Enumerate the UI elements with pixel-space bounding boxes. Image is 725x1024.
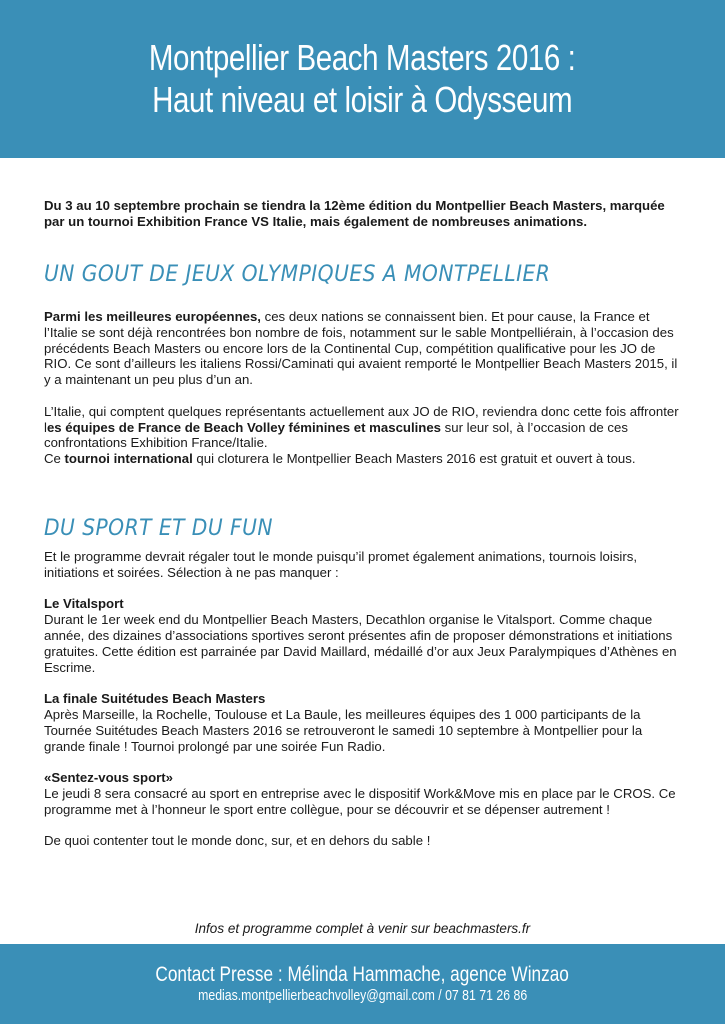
olympic-p2-bold: es équipes de France de Beach Volley féminines et masculines — [46, 419, 442, 435]
closing-line: De quoi contenter tout le monde donc, sur, et en dehors du sable ! — [44, 833, 431, 849]
olympic-paragraph-2 — [44, 404, 684, 451]
intro-paragraph: Du 3 au 10 septembre prochain se tiendra la 12ème édition du Montpellier Beach Masters, marquée par un tournoi Exhibition France VS Italie, mais également de nombreuses animations. — [44, 198, 665, 229]
vitalsport-heading: Le Vitalsport — [44, 596, 124, 612]
sentez-heading: «Sentez-vous sport» — [44, 770, 173, 786]
sport-intro: Et le programme devrait régaler tout le monde puisqu’il promet également animations, tournois loisirs, initiations et soirées. Sélection à ne pas manquer : — [44, 549, 637, 580]
olympic-p2-text-c: sur leur sol, à l’occasion de ces confrontations Exhibition France/Italie. — [44, 419, 628, 451]
header-band — [0, 0, 725, 158]
section-title-sport-fun: DU SPORT ET DU FUN — [44, 516, 273, 541]
contact-info: medias.montpellierbeachvolley@gmail.com / 07 81 71 26 86 — [197, 987, 528, 1004]
olympic-paragraph-3 — [44, 451, 684, 467]
olympic-paragraph-1 — [44, 309, 684, 388]
page-title-line-1: Montpellier Beach Masters 2016 : — [149, 37, 576, 78]
olympic-p1-bold: Parmi les meilleures européennes, — [44, 309, 261, 324]
olympic-p3-bold: tournoi international — [64, 451, 193, 467]
olympic-p2-text-a: L’Italie, qui comptent quelques représentants actuellement aux JO de RIO, reviendra donc cette fois affronter l — [44, 403, 679, 435]
page-title-line-2: Haut niveau et loisir à Odysseum — [152, 79, 573, 120]
olympic-p1-text: ces deux nations se connaissent bien. Et pour cause, la France et l’Italie se sont déjà rencontrées bon nombre de fois, notamment sur le sable Montpelliérain, à l’occasion des précédents Beach Masters ou encore lors de la Continental Cup, compétition qualificative pour les JO de RIO. Ce sont d’ailleurs les italiens Rossi/Caminati qui avaient remporté le Montpellier Beach Masters 2015, il y a maintenant un peu plus d’un an. — [44, 309, 678, 388]
section-olympic-body — [44, 309, 684, 467]
vitalsport-body: Durant le 1er week end du Montpellier Beach Masters, Decathlon organise le Vitalsport. Comme chaque année, des dizaines d’associations sportives seront présentes afin de proposer démonstrations et initiations gratuites. Cette édition est parrainée par David Maillard, médaillé d’or aux Jeux Paralympiques d’Athènes en Escrime. — [44, 612, 677, 675]
footer-note: Infos et programme complet à venir sur beachmasters.fr — [194, 921, 531, 936]
section-sport-fun-body — [44, 549, 684, 849]
sentez-body: Le jeudi 8 sera consacré au sport en entreprise avec le dispositif Work&Move mis en place par le CROS. Ce programme met à l’honneur le sport entre collègue, pour se découvrir et se dépenser autrement ! — [44, 785, 676, 817]
olympic-p3-text-a: Ce — [44, 451, 65, 467]
olympic-p3-text-c: qui cloturera le Montpellier Beach Masters 2016 est gratuit et ouvert à tous. — [192, 451, 636, 467]
section-title-olympic: UN GOUT DE JEUX OLYMPIQUES A MONTPELLIER — [44, 262, 551, 287]
contact-title: Contact Presse : Mélinda Hammache, agence Winzao — [155, 963, 570, 986]
finale-heading: La finale Suitétudes Beach Masters — [44, 691, 266, 707]
finale-body: Après Marseille, la Rochelle, Toulouse et La Baule, les meilleures équipes des 1 000 participants de la Tournée Suitétudes Beach Masters 2016 se retrouveront le samedi 10 septembre à Montpellier pour la grande finale ! Tournoi prolongé par une soirée Fun Radio. — [44, 706, 643, 754]
footer-band — [0, 944, 725, 1024]
